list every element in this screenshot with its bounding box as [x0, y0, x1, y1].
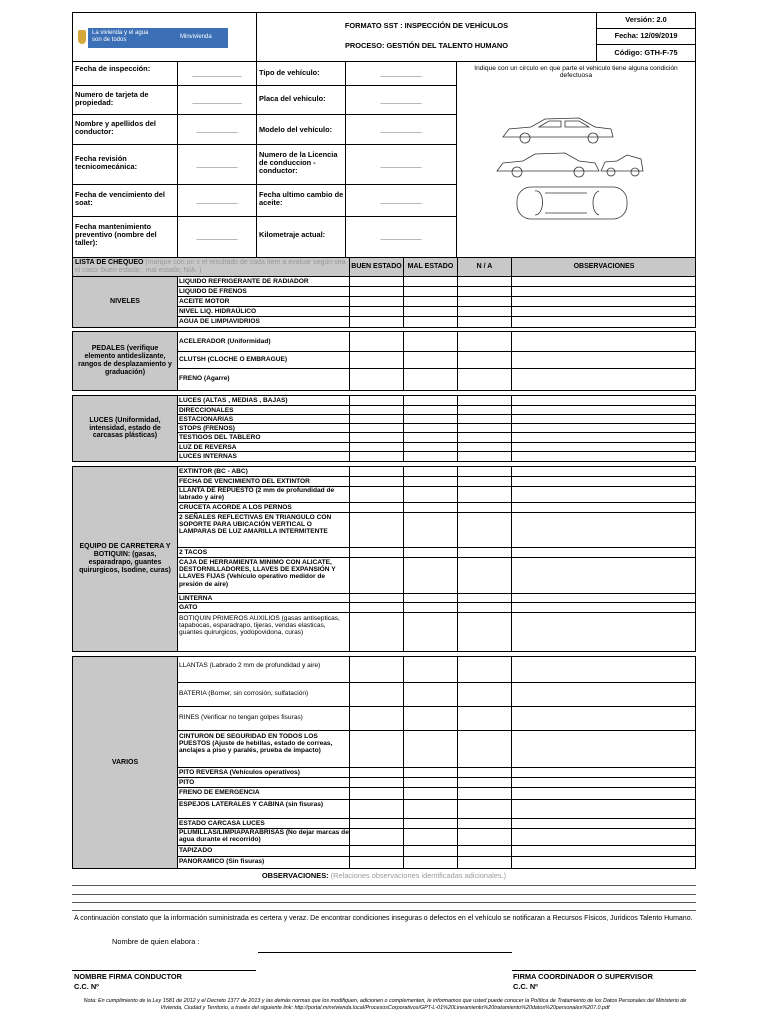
row-varios-0[interactable]: LLANTAS (Labrado 2 mm de profundidad y aire): [177, 657, 696, 683]
row-equipo-0[interactable]: EXTINTOR (BC - ABC): [177, 467, 696, 477]
row-niveles-1[interactable]: LIQUIDO DE FRENOS: [177, 287, 696, 297]
row-niveles-3[interactable]: NIVEL LIQ. HIDRAÚLICO: [177, 307, 696, 317]
row-pedales-1[interactable]: CLUTSH (CLOCHE O EMBRAGUE): [177, 352, 696, 369]
row-varios-4[interactable]: PITO REVERSA (Vehículos operativos): [177, 768, 696, 778]
format-title: FORMATO SST : INSPECCIÓN DE VEHÍCULOS: [344, 21, 509, 30]
field-placa[interactable]: __________: [380, 95, 422, 105]
cc-coordinador: C.C. Nº: [513, 982, 538, 991]
row-equipo-7[interactable]: LINTERNA: [177, 594, 696, 603]
header-logo-cell: [72, 12, 257, 62]
label-fecha-inspeccion: Fecha de inspección:: [75, 64, 151, 73]
row-varios-10[interactable]: TAPIZADO: [177, 846, 696, 857]
colombia-shield-icon: [78, 30, 86, 44]
row-varios-11[interactable]: PANORAMICO (Sin fisuras): [179, 858, 265, 865]
label-licencia: Numero de la Licencia de conduccion - conductor:: [259, 150, 338, 176]
label-aceite: Fecha ultimo cambio de aceite:: [259, 190, 344, 208]
statement: A continuación constato que la información suministrada es certera y veraz. De encontrar condiciones inseguras o defectos en el vehículo se notificaran a Recursos Físicos, Juridicos Talento Humano.: [74, 915, 693, 922]
row-varios-2[interactable]: RINES (Verificar no tengan golpes fisuras): [177, 707, 696, 731]
observations: OBSERVACIONES: (Relaciones observaciones identificadas adicionales.): [261, 871, 507, 880]
row-niveles-2[interactable]: ACEITE MOTOR: [177, 297, 696, 307]
process-title: PROCESO: GESTIÓN DEL TALENTO HUMANO: [344, 41, 508, 50]
diagram-caption: Indique con un circulo en que parte el vehiculo tiene alguna condición defectuosa: [474, 65, 678, 80]
group-luces: LUCES (Uniformidad, intensidad, estado de carcasas plásticas): [73, 396, 177, 461]
row-niveles-4[interactable]: AGUA DE LIMPIAVIDRIOS: [179, 318, 260, 325]
row-equipo-9[interactable]: BOTIQUIN PRIMEROS AUXILIOS (gasas antisepticas, tapabocas, esparadrapo, tijeras, vendas elasticas, guantes quirurgicos, yodopovidona, curas): [179, 615, 340, 637]
row-equipo-8[interactable]: GATO: [177, 603, 696, 613]
checklist-title: LISTA DE CHEQUEO (marque con un x el resultado de cada ítem a evaluar según sea el caso: buen estado , mal estado, N/A. ): [75, 259, 346, 274]
field-elabora[interactable]: [258, 952, 512, 953]
row-niveles-0[interactable]: LIQUIDO REFRIGERANTE DE RADIADOR: [177, 277, 696, 287]
header-title-cell: [256, 12, 597, 62]
label-tarjeta: Numero de tarjeta de propiedad:: [75, 90, 149, 108]
field-tarjeta[interactable]: ____________: [192, 95, 242, 105]
label-tipo: Tipo de vehículo:: [259, 68, 320, 77]
row-luces-4[interactable]: TESTIGOS DEL TABLERO: [177, 433, 696, 443]
row-luces-5[interactable]: LUZ DE REVERSA: [177, 443, 696, 452]
row-varios-5[interactable]: PITO: [177, 778, 696, 788]
row-luces-3[interactable]: STOPS (FRENOS): [177, 424, 696, 433]
logo-banner: [88, 28, 228, 48]
row-luces-0[interactable]: LUCES (ALTAS , MEDIAS , BAJAS): [177, 396, 696, 406]
row-pedales-2[interactable]: FRENO (Agarre): [179, 375, 230, 382]
label-nombre-conductor: Nombre y apellidos del conductor:: [75, 119, 156, 137]
row-varios-8[interactable]: ESTADO CARCASA LUCES: [177, 819, 696, 829]
logo-text: La vivienda y el agua son de todos: [92, 30, 149, 43]
col-observaciones: OBSERVACIONES: [573, 263, 635, 271]
row-equipo-2[interactable]: LLANTA DE REPUESTO (2 mm de profundidad de labrado y aire): [177, 487, 696, 503]
row-luces-2[interactable]: ESTACIONARIAS: [177, 415, 696, 424]
label-kilometraje: Kilometraje actual:: [259, 230, 326, 239]
firma-conductor: NOMBRE FIRMA CONDUCTOR: [74, 972, 182, 981]
header-date: Fecha: 12/09/2019: [596, 28, 696, 45]
label-elabora: Nombre de quien elabora :: [112, 937, 200, 946]
field-soat[interactable]: __________: [196, 195, 238, 205]
label-modelo: Modelo del vehículo:: [259, 125, 333, 134]
group-varios: VARIOS: [73, 657, 177, 868]
field-kilometraje[interactable]: __________: [380, 231, 422, 241]
row-varios-6[interactable]: FRENO DE EMERGENCIA: [177, 788, 696, 800]
field-licencia[interactable]: __________: [380, 159, 422, 169]
privacy-note: Nota: En cumplimiento de la Ley 1581 de 2012 y el Decreto 1377 de 2013 y las demás normas que los modifiquen, adicionen o complementen, le informamos que usted puede conocer la Política de Tratamiento de los Datos Personales del Ministerio de Vivienda, Ciudad y Territorio, a través del siguiente link: http://portal.minvivienda.local/ProcesosCorporativos/GPT-L-01%20Lineamiento%20tratamiento%20datos%20personales%207.0.pdf: [83, 998, 687, 1011]
field-nombre-conductor[interactable]: __________: [196, 124, 238, 134]
field-revision[interactable]: __________: [196, 159, 238, 169]
field-mantenimiento[interactable]: __________: [196, 231, 238, 241]
field-fecha-inspeccion[interactable]: ____________: [192, 68, 242, 78]
logo-ministry: Minvivienda: [180, 34, 212, 40]
row-equipo-1[interactable]: FECHA DE VENCIMIENTO DEL EXTINTOR: [177, 477, 696, 487]
form-code: Código: GTH-F-75: [596, 44, 696, 62]
label-revision: Fecha revisión tecnicomecánica:: [75, 154, 138, 172]
vehicle-diagram-icon[interactable]: [495, 115, 645, 225]
label-placa: Placa del vehiculo:: [259, 94, 326, 103]
group-niveles: NIVELES: [73, 277, 177, 327]
row-equipo-5[interactable]: 2 TACOS: [177, 548, 696, 558]
field-tipo[interactable]: __________: [380, 68, 422, 78]
row-luces-6[interactable]: LUCES INTERNAS: [179, 453, 237, 460]
row-pedales-0[interactable]: ACELERADOR (Uniformidad): [177, 332, 696, 352]
row-equipo-3[interactable]: CRUCETA ACORDE A LOS PERNOS: [177, 503, 696, 513]
col-buen-estado: BUEN ESTADO: [351, 263, 402, 271]
group-equipo: EQUIPO DE CARRETERA Y BOTIQUIN: (gasas, esparadrapo, guantes quirurgicos, Isodine, curas): [73, 467, 177, 651]
cc-conductor: C.C. Nº: [74, 982, 99, 991]
col-mal-estado: MAL ESTADO: [407, 263, 454, 271]
label-soat: Fecha de vencimiento del soat:: [75, 190, 165, 208]
field-modelo[interactable]: __________: [380, 124, 422, 134]
row-varios-9[interactable]: PLUMILLAS/LIMPIAPARABRISAS (No dejar marcas de agua durante el recorrido): [177, 829, 696, 846]
version: Versión: 2.0: [596, 12, 696, 29]
label-mantenimiento: Fecha mantenimiento preventivo (nombre del taller):: [75, 222, 157, 248]
row-equipo-6[interactable]: CAJA DE HERRAMIENTA MINIMO CON ALICATE, DESTORNILLADORES, LLAVES DE EXPANSIÓN Y LLAVES FIJAS (Vehículo operativo medidor de presión de aire): [177, 558, 696, 594]
group-pedales: PEDALES (verifique elemento antideslizante, rangos de desplazamiento y graduación): [73, 332, 177, 390]
row-varios-3[interactable]: CINTURON DE SEGURIDAD EN TODOS LOS PUESTOS (Ajuste de hebillas, estado de correas, anclajes a piso y paralés, prueba de impacto): [177, 731, 696, 768]
row-equipo-4[interactable]: 2 SEÑALES REFLECTIVAS EN TRIANGULO CON SOPORTE PARA UBICACIÓN VERTICAL O LAMPARAS DE LUZ AMARILLA INTERMITENTE: [177, 513, 696, 548]
field-aceite[interactable]: __________: [380, 195, 422, 205]
firma-coordinador: FIRMA COORDINADOR O SUPERVISOR: [513, 972, 654, 981]
row-varios-1[interactable]: BATERIA (Borner, sin corrosión, sulfatación): [177, 683, 696, 707]
row-varios-7[interactable]: ESPEJOS LATERALES Y CABINA (sin fisuras): [177, 800, 696, 819]
col-na: N / A: [476, 263, 493, 271]
row-luces-1[interactable]: DIRECCIONALES: [177, 406, 696, 415]
